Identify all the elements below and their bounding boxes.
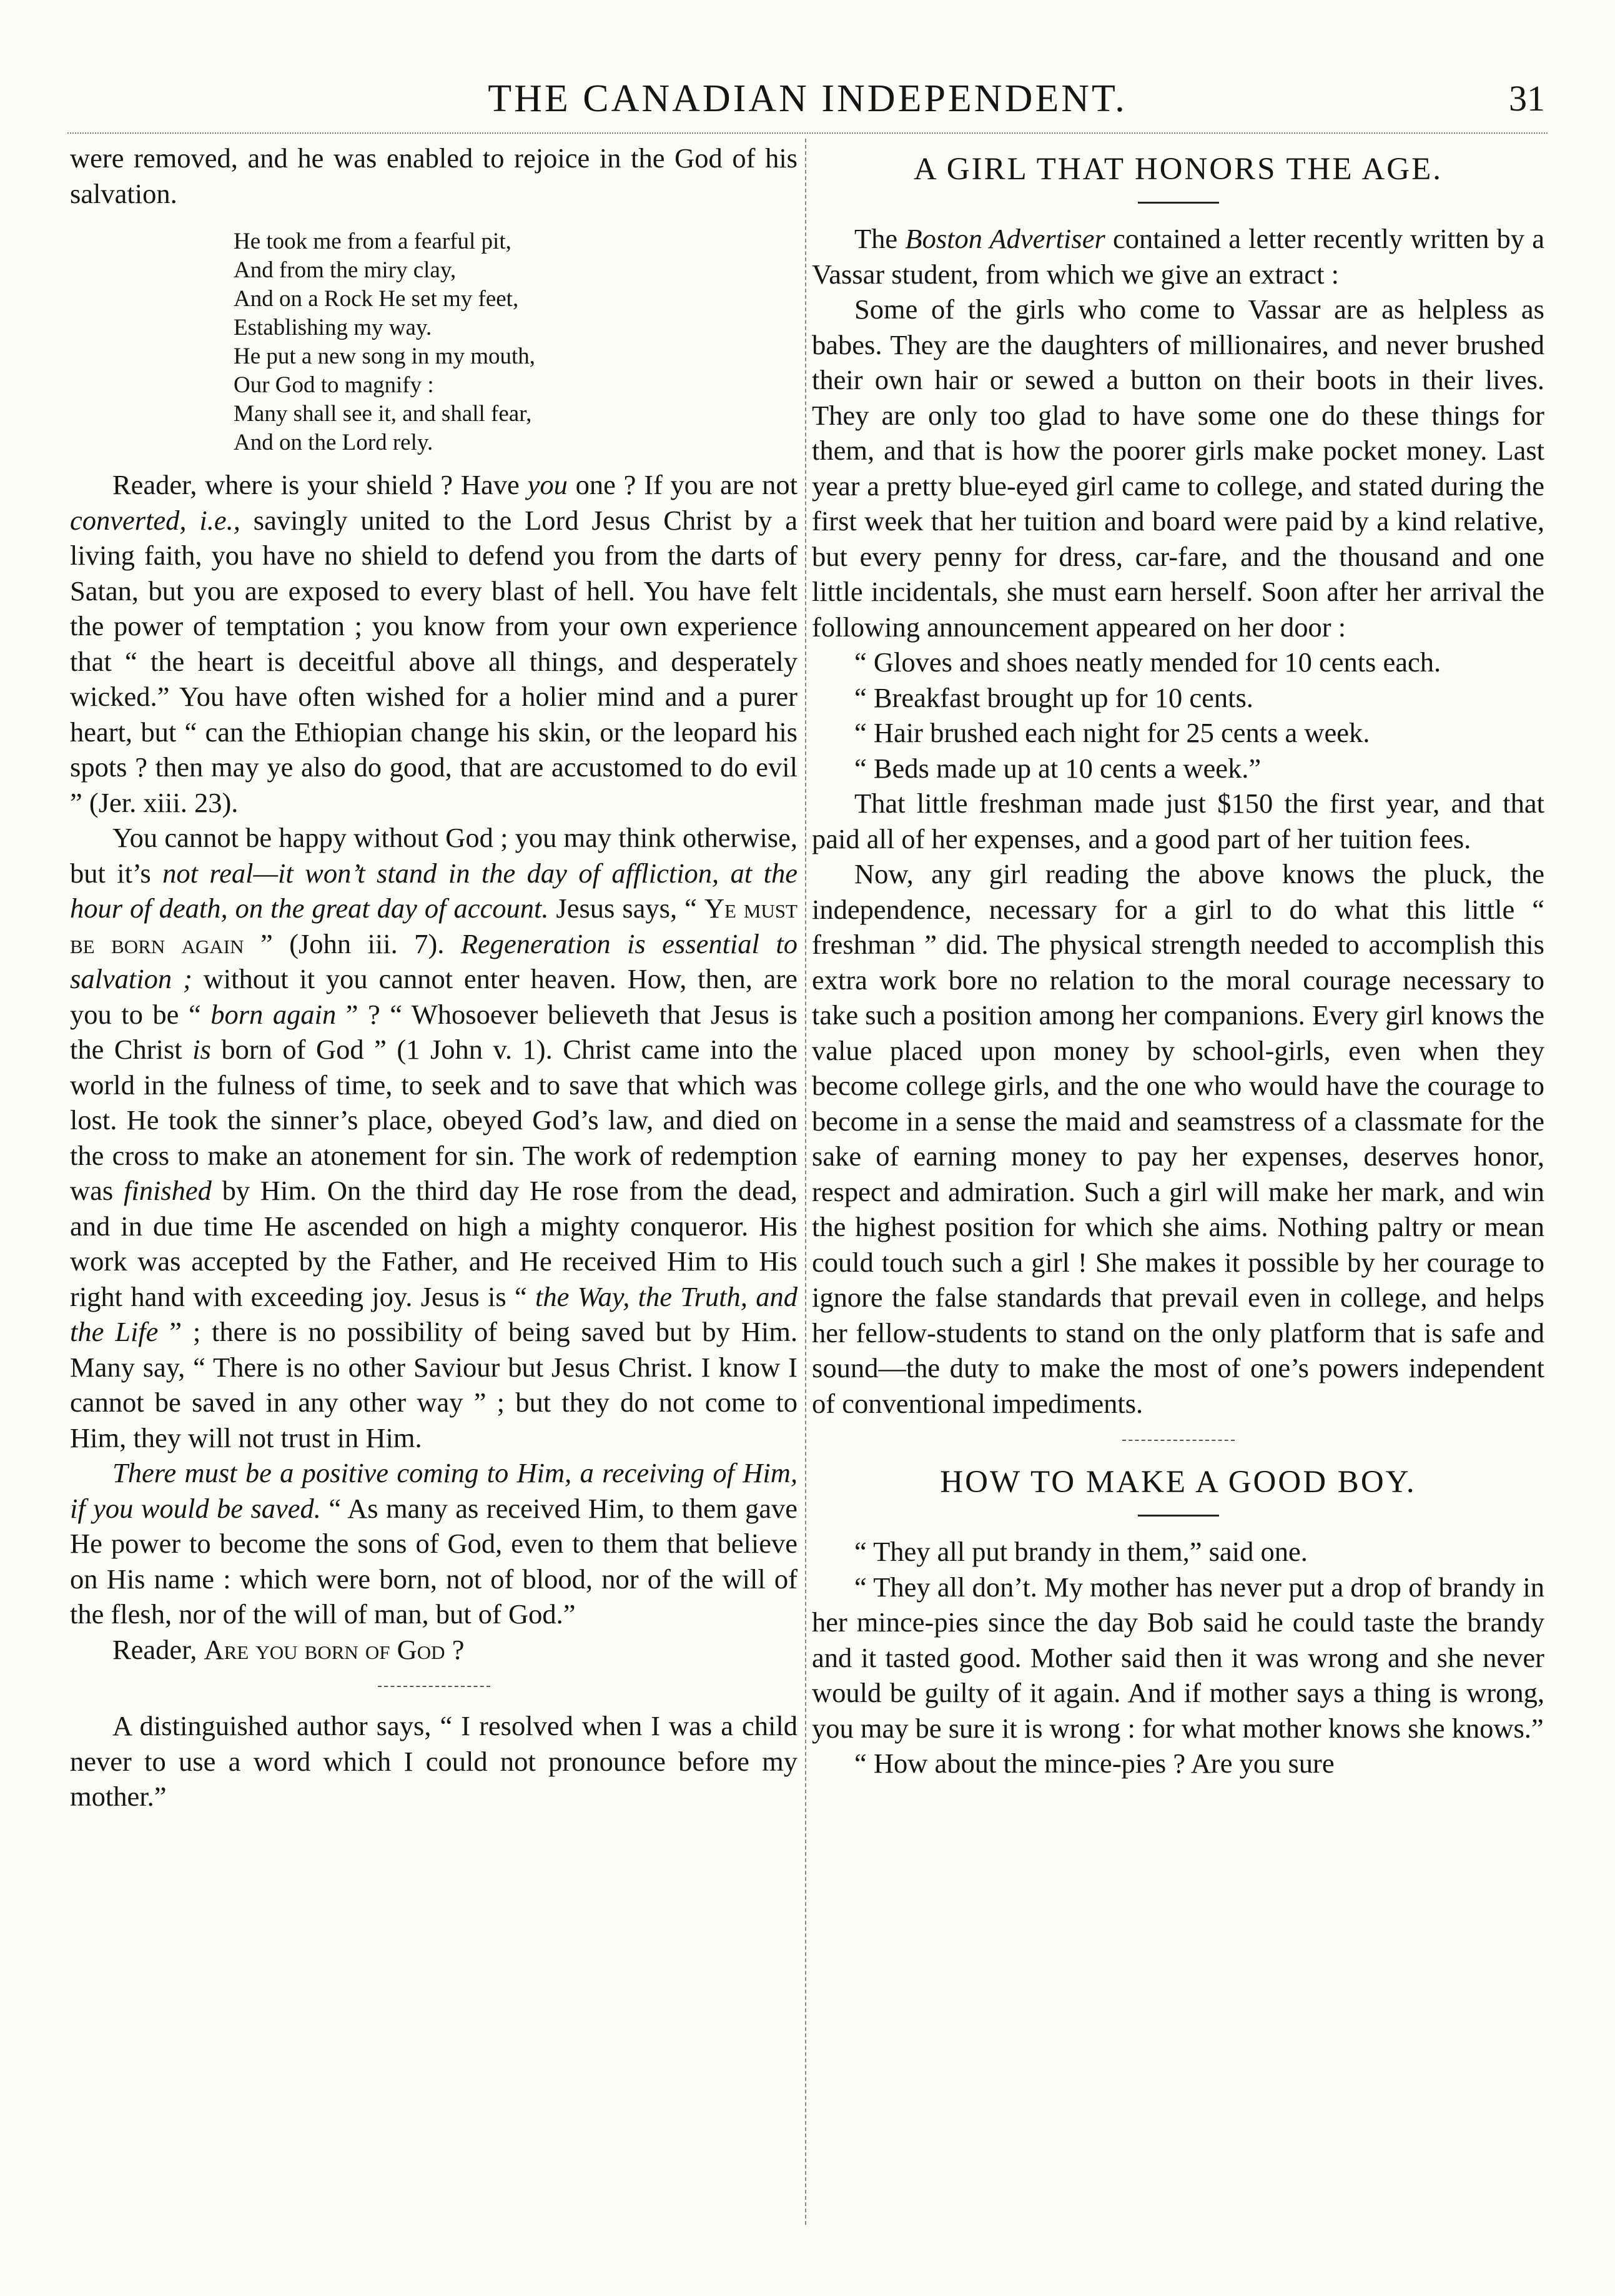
title-rule <box>1138 202 1219 204</box>
column-divider <box>805 139 806 2225</box>
notice-line: “ Gloves and shoes neatly mended for 10 cents each. <box>854 646 1441 678</box>
poem <box>234 227 798 457</box>
courage-paragraph: Now, any girl reading the above knows the pluck, the independence, necessary for a girl to do what this little “ freshman ” did. The physical strength needed to accomplish this extra work bore no relation to the moral courage necessary to take such a position among her companions. Every girl knows the value placed upon money by school-girls, even when they become college girls, and the one who would have the courage to become in a sense the maid and seamstress of a classmate for the sake of earning money to pay her expenses, deserves honor, respect and admiration. Such a girl will make her mark, and win the highest position for which she aims. Nothing paltry or mean could touch such a girl ! She makes it possible by her courage to ignore the false standards that prevail even in college, and helps her fellow-students to stand on the only platform that is safe and sound—the duty to make the most of one’s powers independent of conventional impediments. <box>812 858 1544 1419</box>
article-title-boy: HOW TO MAKE A GOOD BOY. <box>940 1465 1416 1500</box>
poem-line: And on a Rock He set my feet, <box>234 286 519 312</box>
closing-question: Reader, Are you born of God ? <box>112 1633 465 1665</box>
title-rule <box>1138 1515 1219 1517</box>
author-quote: A distinguished author says, “ I resolved when I was a child never to use a word which I could not pronounce before my mother.” <box>70 1710 798 1812</box>
dialogue-paragraph: “ How about the mince-pies ? Are you sure <box>854 1748 1335 1779</box>
continued-paragraph: were removed, and he was enabled to rejoice in the God of his salvation. <box>70 142 798 209</box>
receiving-paragraph: There must be a positive coming to Him, a receiving of Him, if you would be saved. “ As many as received Him, to them gave He power to become the sons of God, even to them that believe on His name : which were born, not of blood, nor of the will of the flesh, nor of the will of man, but of God.” <box>70 1457 798 1630</box>
poem-line: And on the Lord rely. <box>234 430 433 455</box>
poem-line: He took me from a fearful pit, <box>234 229 511 254</box>
poem-line: Our God to magnify : <box>234 372 434 398</box>
journal-title: THE CANADIAN INDEPENDENT. <box>488 77 1127 120</box>
vassar-paragraph: Some of the girls who come to Vassar are as helpless as babes. They are the daughters of millionaires, and never brushed their own hair or sewed a button on their boots in their lives. They are only too glad to have some one do these things for them, and that is how the poorer girls make pocket money. Last year a pretty blue-eyed girl came to college, and stated during the first week that her tuition and board were paid by a kind relative, but every penny for dress, car-fare, and the thousand and one little incidentals, she must earn herself. Soon after her arrival the following announcement appeared on her door : <box>812 294 1544 643</box>
notice-line: “ Breakfast brought up for 10 cents. <box>854 681 1253 713</box>
article-title-girl: A GIRL THAT HONORS THE AGE. <box>914 152 1443 187</box>
freshman-paragraph: That little freshman made just $150 the first year, and that paid all of her expenses, and a good part of her tuition fees. <box>812 788 1544 854</box>
shield-paragraph: Reader, where is your shield ? Have you one ? If you are not converted, i.e., savingly united to the Lord Jesus Christ by a living faith, you have no shield to defend you from the darts of Satan, but you are exposed to every blast of hell. You have felt the power of temptation ; you know from your own experience that “ the heart is deceitful above all things, and desperately wicked.” You have often wished for a holier mind and a purer heart, but “ can the Ethiopian change his skin, or the leopard his spots ? then may ye also do good, that are accustomed to do evil ” (Jer. xiii. 23). <box>70 469 798 818</box>
left-column <box>70 141 798 1814</box>
advertiser-paragraph: The Boston Advertiser contained a letter recently written by a Vassar student, from which we give an extract : <box>812 223 1544 290</box>
section-separator <box>1122 1440 1235 1441</box>
notice-line: “ Hair brushed each night for 25 cents a week. <box>854 717 1370 748</box>
dialogue-paragraph: “ They all don’t. My mother has never put a drop of brandy in her mince-pies since the day Bob said he could taste the brandy and it tasted good. Mother said then it was wrong and she never would be guilty of it again. And if mother says a thing is wrong, you may be sure it is wrong : for what mother knows she knows.” <box>812 1571 1544 1744</box>
right-column <box>812 141 1544 1781</box>
poem-line: And from the miry clay, <box>234 257 457 283</box>
poem-line: He put a new song in my mouth, <box>234 344 536 369</box>
notice-line: “ Beds made up at 10 cents a week.” <box>854 752 1262 784</box>
running-head <box>0 74 1615 124</box>
section-separator <box>378 1686 490 1687</box>
poem-line: Many shall see it, and shall fear, <box>234 401 532 427</box>
header-rule <box>67 132 1548 134</box>
page-number: 31 <box>1509 78 1545 119</box>
born-again-paragraph: You cannot be happy without God ; you may think otherwise, but it’s not real—it won’t stand in the day of affliction, at the hour of death, on the great day of account. Jesus says, “ Ye must be born again ” (John iii. 7). Regeneration is essential to salvation ; without it you cannot enter heaven. How, then, are you to be “ born again ” ? “ Whosoever believeth that Jesus is the Christ is born of God ” (1 John v. 1). Christ came into the world in the fulness of time, to seek and to save that which was lost. He took the sinner’s place, obeyed God’s law, and died on the cross to make an atonement for sin. The work of redemption was finished by Him. On the third day He rose from the dead, and in due time He ascended on high a mighty conqueror. His work was accepted by the Father, and He received Him to His right hand with exceeding joy. Jesus is “ the Way, the Truth, and the Life ” ; there is no possibility of being saved but by Him. Many say, “ There is no other Saviour but Jesus Christ. I know I cannot be saved in any other way ” ; but they do not come to Him, they will not trust in Him. <box>70 822 798 1453</box>
dialogue-paragraph: “ They all put brandy in them,” said one. <box>854 1536 1308 1567</box>
poem-line: Establishing my way. <box>234 315 432 340</box>
